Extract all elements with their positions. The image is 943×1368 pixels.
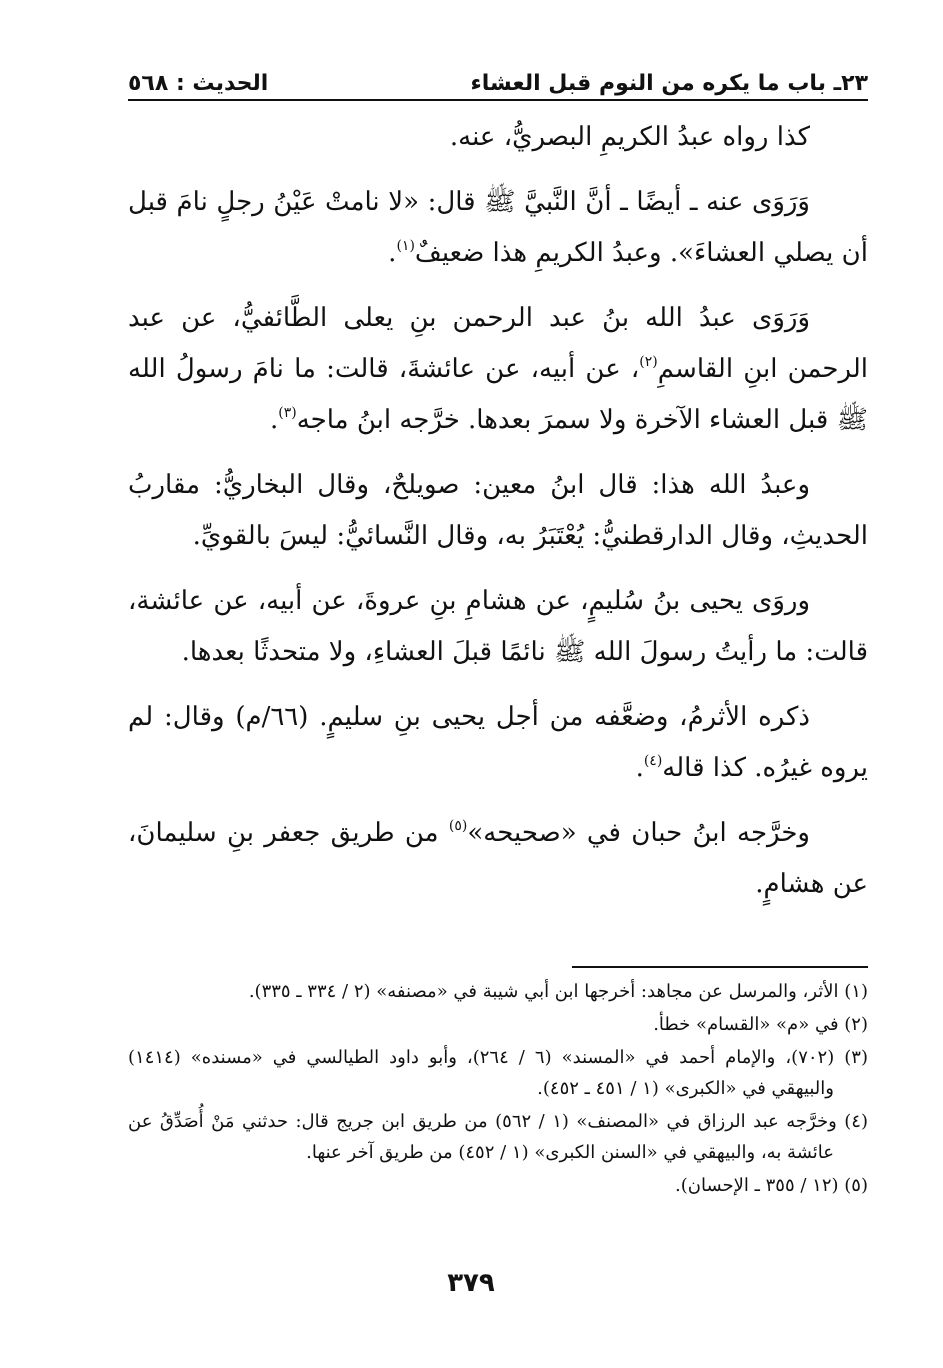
paragraph-4 [128, 460, 868, 562]
paragraph-7 [128, 808, 868, 910]
paragraph-1-text: كذا رواه عبدُ الكريمِ البصريُّ، عنه. [449, 122, 810, 152]
header-rule [128, 99, 868, 101]
hadith-number: الحديث : ٥٦٨ [128, 71, 269, 96]
paragraph-2 [128, 177, 868, 279]
footnote-ref-1[interactable]: (١) [396, 238, 415, 254]
paragraph-6-text-b: . [635, 753, 644, 783]
footnotes [128, 976, 868, 1203]
footnote-2: (٢) في «م» «القسام» خطأ. [653, 1014, 868, 1035]
paragraph-5-text: وروَى يحيى بنُ سُليمٍ، عن هشامِ بنِ عروةَ، عن أبيه، عن عائشة، قالت: ما رأيتُ رسولَ الله ﷺ نائمًا قبلَ العشاءِ، ولا متحدثًا بعدها. [128, 586, 868, 667]
paragraph-3-text-b: ، عن أبيه، عن عائشةَ، قالت: ما نامَ رسولُ الله ﷺ قبل العشاء الآخرة ولا سمرَ بعدها. خرَّجه ابنُ ماجه [128, 354, 868, 435]
main-text [128, 112, 868, 924]
footnote-3: (٣) (٧٠٢)، والإمام أحمد في «المسند» (٦ / ٢٦٤)، وأبو داود الطيالسي في «مسنده» (١٤١٤) والبيهقي في «الكبرى» (١ / ٤٥١ ـ ٤٥٢). [128, 1047, 868, 1099]
paragraph-7-text-a: وخرَّجه ابنُ حبان في «صحيحه» [467, 818, 810, 848]
footnote-1: (١) الأثر، والمرسل عن مجاهد: أخرجها ابن أبي شيبة في «مصنفه» (٢ / ٣٣٤ ـ ٣٣٥). [248, 981, 868, 1002]
paragraph-4-text: وعبدُ الله هذا: قال ابنُ معين: صويلحٌ، وقال البخاريُّ: مقاربُ الحديثِ، وقال الدارقطنيُّ: يُعْتَبَرُ به، وقال النَّسائيُّ: ليسَ بالقويِّ. [128, 470, 868, 551]
page-header [128, 56, 868, 96]
paragraph-7-text-b: من طريق جعفر بنِ سليمانَ، عن هشامٍ. [128, 818, 868, 899]
footnote-4: (٤) وخرَّجه عبد الرزاق في «المصنف» (١ / ٥٦٢) من طريق ابن جريج قال: حدثني مَنْ أُصَدِّقُ عن عائشة به، والبيهقي في «السنن الكبرى» (١ / ٤٥٢) من طريق آخر عنها. [128, 1111, 868, 1163]
paragraph-3 [128, 293, 868, 446]
paragraph-1 [128, 112, 868, 163]
paragraph-3-text-a: وَرَوَى عبدُ الله بنُ عبد الرحمن بنِ يعلى الطَّائفيُّ، عن عبد الرحمن ابنِ القاسمِ [128, 303, 868, 384]
footnote-ref-4[interactable]: (٤) [643, 753, 663, 769]
paragraph-3-text-c: . [269, 405, 279, 435]
paragraph-5 [128, 576, 868, 678]
footnote-ref-5[interactable]: (٥) [448, 818, 468, 834]
footnote-ref-2[interactable]: (٢) [639, 354, 658, 370]
footnote-5: (٥) (١٢ / ٣٥٥ ـ الإحسان). [675, 1175, 868, 1196]
paragraph-2-text-a: وَرَوَى عنه ـ أيضًا ـ أنَّ النَّبيَّ ﷺ قال: «لا نامتْ عَيْنُ رجلٍ نامَ قبل أن يصلي العشاءَ». وعبدُ الكريمِ هذا ضعيفٌ [128, 187, 868, 268]
paragraph-2-text-b: . [388, 238, 397, 268]
paragraph-6-text-a: ذكره الأثرمُ، وضعَّفه من أجل يحيى بنِ سليمٍ. (٦٦/م) وقال: لم يروه غيرُه. كذا قاله [128, 702, 868, 783]
footnote-ref-3[interactable]: (٣) [278, 405, 297, 421]
page-number: ٣٧٩ [447, 1268, 495, 1298]
paragraph-6 [128, 692, 868, 794]
footnote-separator [572, 966, 868, 968]
chapter-title: ٢٣ـ باب ما يكره من النوم قبل العشاء [470, 71, 868, 96]
